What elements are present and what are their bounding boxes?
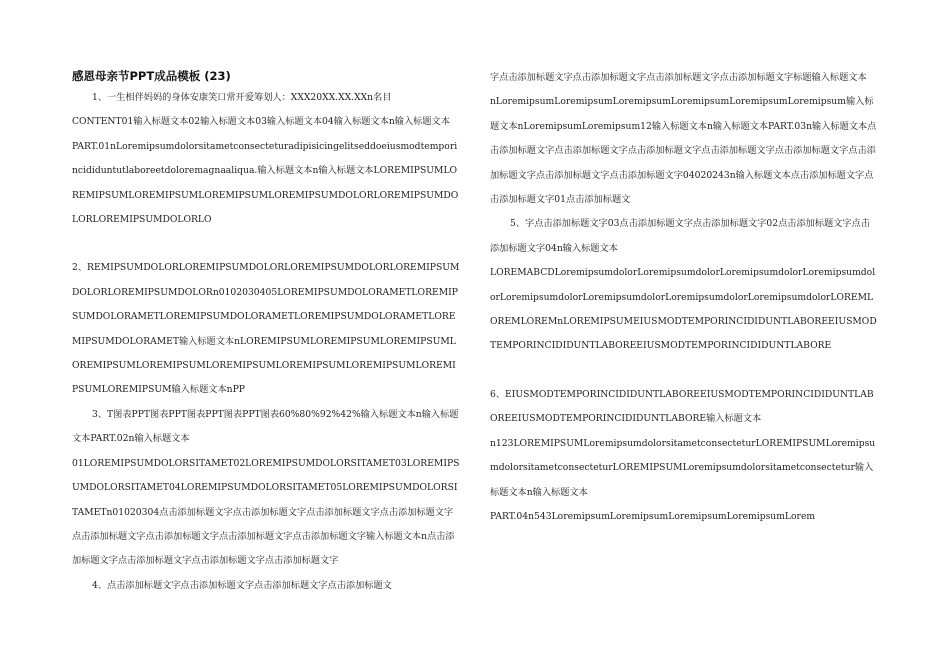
left-column <box>72 66 460 598</box>
paragraph-gap <box>72 232 460 256</box>
paragraph-2: 2、REMIPSUMDOLORLOREMIPSUMDOLORLOREMIPSUMDOLORLOREMIPSUMDOLORLOREMIPSUMDOLORn0102030405LOREMIPSUMDOLORAMETLOREMIPSUMDOLORAMETLOREMIPSUMDOLORAMETLOREMIPSUMDOLORAMETLOREMIPSUMDOLORAMET输入标题文本nLOREMIPSUMLOREMIPSUMLOREMIPSUMLOREMIPSUMLOREMIPSUMLOREMIPSUMLOREMIPSUMLOREMIPSUMLOREMIPSUMLOREMIPSUM输入标题文本nPP <box>72 262 460 396</box>
right-column <box>490 66 878 529</box>
paragraph-5-body: LOREMABCDLoremipsumdolorLoremipsumdolorLoremipsumdolorLoremipsumdolorLoremipsumdolorLoremipsumdolorLoremipsumdolorLoremipsumdolorLOREMLOREMLOREMnLOREMIPSUMEIUSMODTEMPORINCIDIDUNTLABOREEIUSMODTEMPORINCIDIDUNTLABOREEIUSMODTEMPORINCIDIDUNTLABORE <box>490 267 877 352</box>
paragraph-part-01: PART.01nLoremipsumdolorsitametconsecteturadipisicingelitseddoeiusmodtemporincididuntutlaboreetdoloremagnaaliqua.输入标题文本n输入标题文本LOREMIPSUMLOREMIPSUMLOREMIPSUMLOREMIPSUMLOREMIPSUMDOLORLOREMIPSUMDOLORLOREMIPSUMDOLORLO <box>72 140 459 226</box>
paragraph-6: 6、EIUSMODTEMPORINCIDIDUNTLABOREEIUSMODTEMPORINCIDIDUNTLABOREEIUSMODTEMPORINCIDIDUNTLABORE输入标题文本 <box>490 388 874 425</box>
paragraph-4-continued: 字点击添加标题文字点击添加标题文字点击添加标题文字点击添加标题文字标题输入标题文本 <box>490 72 867 83</box>
paragraph-part-03: nLoremipsumLoremipsumLoremipsumLoremipsumLoremipsumLoremipsum输入标题文本nLoremipsumLoremipsum12输入标题文本n输入标题文本PART.03n输入标题文本点击添加标题文字点击添加标题文字点击添加标题文字点击添加标题文字点击添加标题文字点击添加标题文字点击添加标题文字点击添加标题文字04020243n输入标题文本点击添加标题文字点击添加标题文字01点击添加标题文 <box>490 96 877 206</box>
paragraph-gap <box>490 359 878 383</box>
paragraph-3: 3、T图表PPT图表PPT图表PPT图表PPT图表60%80%92%42%输入标题文本n输入标题文本PART.02n输入标题文本 <box>72 408 459 445</box>
document-title: 感恩母亲节PPT成品模板 (23) <box>72 69 231 83</box>
paragraph-part-04: PART.04n543LoremipsumLoremipsumLoremipsumLoremipsumLorem <box>490 510 816 522</box>
paragraph-4: 4、点击添加标题文字点击添加标题文字点击添加标题文字点击添加标题文 <box>92 579 392 591</box>
paragraph-part-02-body: 01LOREMIPSUMDOLORSITAMET02LOREMIPSUMDOLORSITAMET03LOREMIPSUMDOLORSITAMET04LOREMIPSUMDOLORSITAMET05LOREMIPSUMDOLORSITAMETn01020304点击添加标题文字点击添加标题文字点击添加标题文字点击添加标题文字点击添加标题文字点击添加标题文字点击添加标题文字点击添加标题文字输入标题文本n点击添加标题文字点击添加标题文字点击添加标题文字点击添加标题文字 <box>72 457 460 567</box>
paragraph-6-body: n123LOREMIPSUMLoremipsumdolorsitametconsecteturLOREMIPSUMLoremipsumdolorsitametconsecteturLOREMIPSUMLoremipsumdolorsitametconsectetur输入标题文本n输入标题文本 <box>490 437 876 498</box>
paragraph-1: 1、一生相伴妈妈的身体安康笑口常开爱筹划人：XXX20XX.XX.XXn名目 <box>92 92 392 103</box>
paragraph-5: 5、字点击添加标题文字03点击添加标题文字点击添加标题文字02点击添加标题文字点击添加标题文字04n输入标题文本 <box>490 218 870 254</box>
paragraph-contents: CONTENT01输入标题文本02输入标题文本03输入标题文本04输入标题文本n输入标题文本 <box>72 116 450 128</box>
